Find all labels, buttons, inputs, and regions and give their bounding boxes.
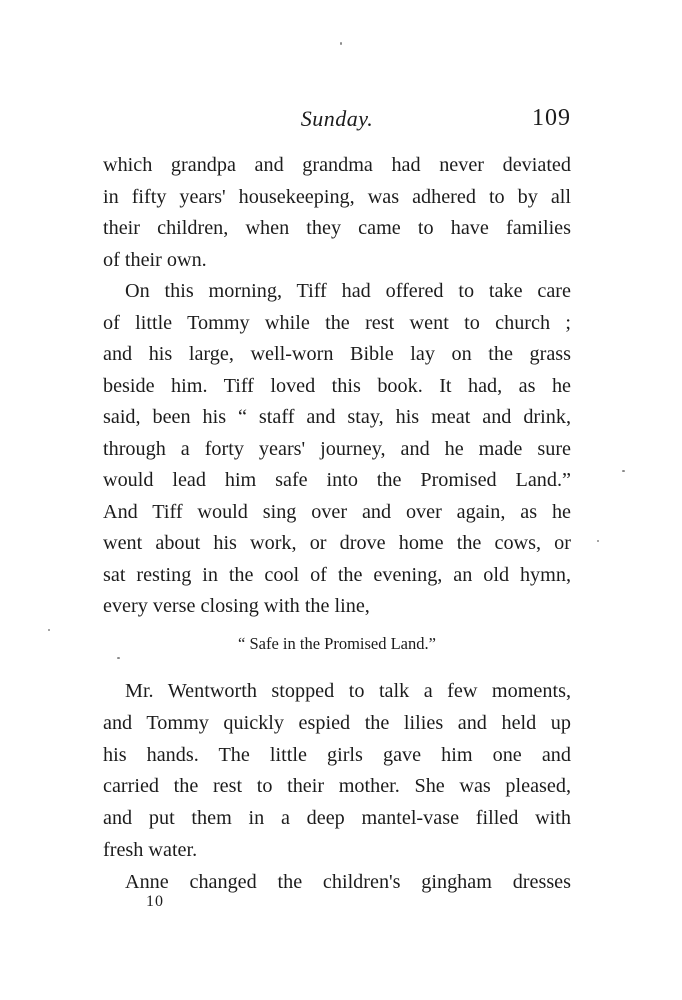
text-line: his hands. The little girls gave him one and [103, 743, 571, 766]
text-line: beside him. Tiff loved this book. It had, as he [103, 374, 571, 397]
text-line: their children, when they came to have families [103, 217, 571, 239]
text-line: which grandpa and grandma had never deviated [103, 154, 571, 176]
text-line: of little Tommy while the rest went to church ; [103, 311, 571, 334]
text-line: carried the rest to their mother. She was pleased, [103, 775, 571, 798]
paragraph [103, 676, 571, 867]
text-line: On this morning, Tiff had offered to take care [125, 280, 571, 302]
text-line: through a forty years' journey, and he made sure [103, 437, 571, 460]
text-line: said, been his “ staff and stay, his meat and drink, [103, 406, 571, 428]
text-line: And Tiff would sing over and over again, as he [103, 500, 571, 523]
print-speck [340, 42, 342, 45]
print-speck [117, 657, 120, 659]
paragraph [103, 150, 571, 276]
text-line: would lead him safe into the Promised Land.” [103, 469, 571, 491]
text-line: and his large, well-worn Bible lay on the grass [103, 343, 571, 365]
text-line: sat resting in the cool of the evening, an old hymn, [103, 563, 571, 586]
text-line: every verse closing with the line, [103, 595, 370, 617]
signature-mark: 10 [146, 893, 164, 910]
print-speck [48, 629, 50, 631]
print-speck [597, 540, 599, 542]
text-line: and Tommy quickly espied the lilies and held up [103, 711, 571, 734]
text-line: and put them in a deep mantel-vase filled with [103, 807, 571, 830]
paragraph [103, 276, 571, 623]
text-line: Mr. Wentworth stopped to talk a few moments, [125, 680, 571, 702]
running-title: Sunday. [300, 106, 374, 131]
text-line: went about his work, or drove home the cows, or [103, 532, 571, 554]
page-number: 109 [532, 105, 571, 131]
text-line: in fifty years' housekeeping, was adhered to by all [103, 185, 571, 208]
print-speck [622, 470, 625, 472]
body-text-lower [103, 676, 571, 899]
hymn-quote: “ Safe in the Promised Land.” [238, 634, 436, 653]
text-line: of their own. [103, 248, 207, 271]
paragraph [103, 867, 571, 899]
text-line: fresh water. [103, 838, 198, 861]
running-head [103, 106, 571, 138]
body-text-upper [103, 150, 571, 623]
text-line: Anne changed the children's gingham dresses [125, 870, 571, 893]
